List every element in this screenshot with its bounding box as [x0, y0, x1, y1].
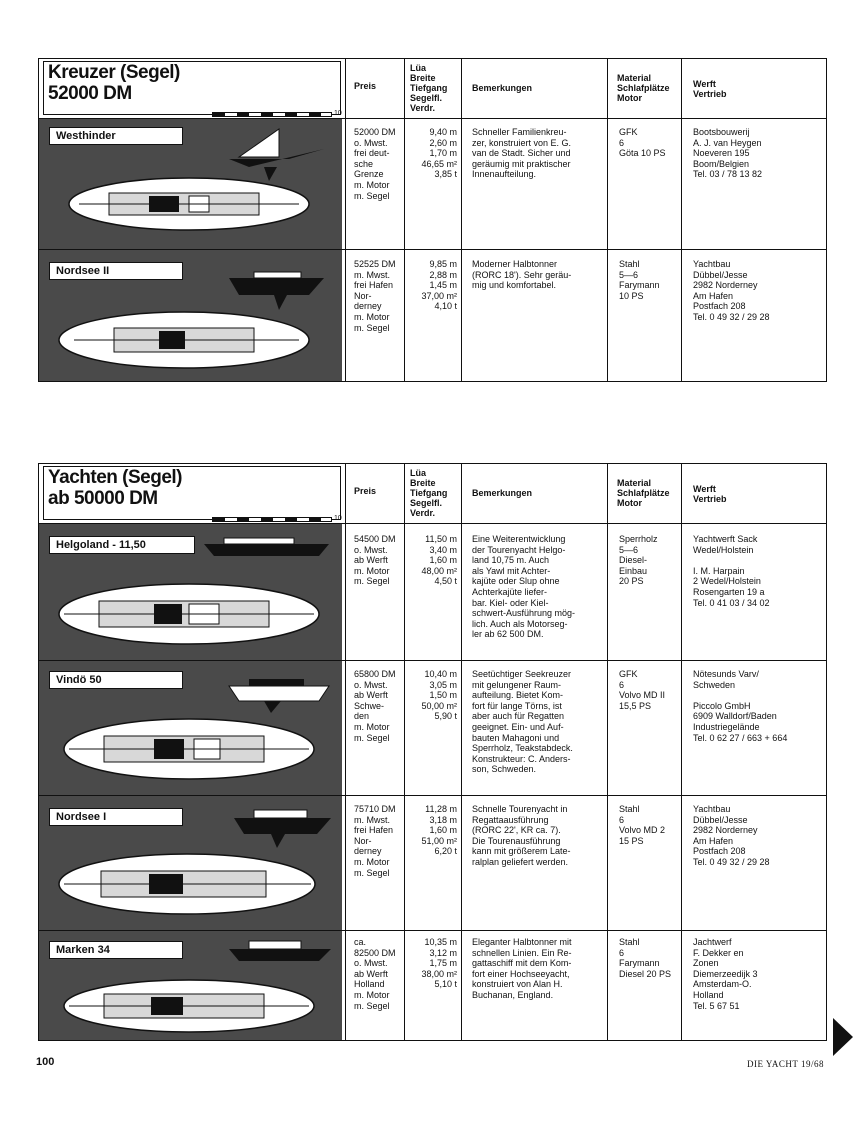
- header-material: Material Schlafplätze Motor: [617, 478, 670, 508]
- boat-preis: 52000 DM o. Mwst. frei deut- sche Grenze m. Motor m. Segel: [354, 127, 396, 201]
- boat-image-westhinder: [39, 119, 342, 249]
- boat-material: Sperrholz 5—6 Diesel- Einbau 20 PS: [619, 534, 658, 587]
- header-dims: Lüa Breite Tiefgang Segelfl. Verdr.: [410, 63, 448, 113]
- header-bemerkungen: Bemerkungen: [472, 83, 533, 93]
- boat-werft: Yachtbau Dübbel/Jesse 2982 Norderney Am Hafen Postfach 208 Tel. 0 49 32 / 29 28: [693, 259, 770, 322]
- boat-material: Stahl 5—6 Farymann 10 PS: [619, 259, 660, 301]
- boat-dims: 9,85 m 2,88 m 1,45 m 37,00 m² 4,10 t: [421, 259, 457, 312]
- boat-dims: 10,40 m 3,05 m 1,50 m 50,00 m² 5,90 t: [421, 669, 457, 722]
- boat-preis: 52525 DM m. Mwst. frei Hafen Nor- derney m. Motor m. Segel: [354, 259, 396, 333]
- boat-bemerkungen: Schnelle Tourenyacht in Regattaausführung (RORC 22', KR ca. 7). Die Tourenausführung kann mit größerem Late- ralplan geliefert werden.: [472, 804, 571, 867]
- boat-preis: 75710 DM m. Mwst. frei Hafen Nor- derney m. Motor m. Segel: [354, 804, 396, 878]
- header-preis: Preis: [354, 486, 377, 496]
- boat-image-nordsee-ii: [39, 250, 342, 381]
- boat-dims: 11,28 m 3,18 m 1,60 m 51,00 m² 6,20 t: [421, 804, 457, 857]
- section-title: Yachten (Segel) ab 50000 DM: [48, 467, 182, 509]
- boat-name-label: Vindö 50: [49, 671, 183, 689]
- scale-label: 10: [334, 110, 342, 117]
- scale-ruler: [212, 112, 332, 117]
- boat-dims: 9,40 m 2,60 m 1,70 m 46,65 m² 3,85 t: [421, 127, 457, 180]
- boat-preis: ca. 82500 DM o. Mwst. ab Werft Holland m. Motor m. Segel: [354, 937, 396, 1011]
- boat-werft: Yachtbau Dübbel/Jesse 2982 Norderney Am Hafen Postfach 208 Tel. 0 49 32 / 29 28: [693, 804, 770, 867]
- boat-bemerkungen: Schneller Familienkreu- zer, konstruiert von E. G. van de Stadt. Sicher und geräumig mit praktischer Innenaufteilung.: [472, 127, 572, 180]
- publication-footer: DIE YACHT 19/68: [747, 1059, 824, 1069]
- boat-dims: 11,50 m 3,40 m 1,60 m 48,00 m² 4,50 t: [421, 534, 457, 587]
- section-kreuzer-table: [38, 58, 827, 382]
- section-title-box: [43, 61, 341, 115]
- boat-preis: 65800 DM o. Mwst. ab Werft Schwe- den m. Motor m. Segel: [354, 669, 396, 743]
- header-preis: Preis: [354, 81, 377, 91]
- boat-name-label: Marken 34: [49, 941, 183, 959]
- section-title-box: [43, 466, 341, 520]
- boat-werft: Bootsbouwerij A. J. van Heygen Noeveren 195 Boom/Belgien Tel. 03 / 78 13 82: [693, 127, 763, 180]
- header-werft: Werft Vertrieb: [693, 79, 727, 99]
- page-number: 100: [36, 1056, 55, 1068]
- header-bemerkungen: Bemerkungen: [472, 488, 533, 498]
- boat-image-helgoland: [39, 524, 342, 660]
- header-werft: Werft Vertrieb: [693, 484, 727, 504]
- boat-bemerkungen: Seetüchtiger Seekreuzer mit gelungener Raum- aufteilung. Bietet Kom- fort für lange Törns, ist aber auch für Regatten geeignet. Ein- und Auf- bauten Mahagoni und Sperrholz, Teakstabdeck. Konstrukteur: C. Anders- son, Schweden.: [472, 669, 573, 775]
- section-title: Kreuzer (Segel) 52000 DM: [48, 62, 180, 104]
- boat-material: GFK 6 Göta 10 PS: [619, 127, 666, 159]
- boat-image-nordsee-i: [39, 796, 342, 930]
- boat-material: Stahl 6 Farymann Diesel 20 PS: [619, 937, 672, 979]
- boat-bemerkungen: Eine Weiterentwicklung der Tourenyacht Helgo- land 10,75 m. Auch als Yawl mit Achter- kajüte oder Slup ohne Achterkajüte liefer- bar. Kiel- oder Kiel- schwert-Ausführung mög- lich. Auch als Motorseg- ler ab 62 500 DM.: [472, 534, 576, 640]
- boat-werft: Yachtwerft Sack Wedel/Holstein I. M. Harpain 2 Wedel/Holstein Rosengarten 19 a Tel. 0 41 03 / 34 02: [693, 534, 770, 608]
- boat-material: Stahl 6 Volvo MD 2 15 PS: [619, 804, 666, 846]
- boat-material: GFK 6 Volvo MD II 15,5 PS: [619, 669, 666, 711]
- boat-name-label: Westhinder: [49, 127, 183, 145]
- boat-name-label: Nordsee I: [49, 808, 183, 826]
- triangle-right-icon[interactable]: [833, 1018, 853, 1061]
- boat-image-marken-34: [39, 931, 342, 1040]
- scale-label: 10: [334, 515, 342, 522]
- boat-werft: Nötesunds Varv/ Schweden Piccolo GmbH 6909 Walldorf/Baden Industriegelände Tel. 0 62 27 / 663 + 664: [693, 669, 788, 743]
- section-yachten-table: [38, 463, 827, 1041]
- boat-werft: Jachtwerf F. Dekker en Zonen Diemerzeedijk 3 Amsterdam-O. Holland Tel. 5 67 51: [693, 937, 758, 1011]
- boat-preis: 54500 DM o. Mwst. ab Werft m. Motor m. Segel: [354, 534, 396, 587]
- header-material: Material Schlafplätze Motor: [617, 73, 670, 103]
- boat-name-label: Helgoland - 11,50: [49, 536, 195, 554]
- boat-name-label: Nordsee II: [49, 262, 183, 280]
- boat-bemerkungen: Eleganter Halbtonner mit schnellen Linien. Ein Re- gattaschiff mit dem Kom- fort einer Hochseeyacht, konstruiert von Alan H. Buchanan, England.: [472, 937, 572, 1000]
- boat-image-vindo-50: [39, 661, 342, 795]
- boat-bemerkungen: Moderner Halbtonner (RORC 18'). Sehr geräu- mig und komfortabel.: [472, 259, 572, 291]
- boat-dims: 10,35 m 3,12 m 1,75 m 38,00 m² 5,10 t: [421, 937, 457, 990]
- header-dims: Lüa Breite Tiefgang Segelfl. Verdr.: [410, 468, 448, 518]
- scale-ruler: [212, 517, 332, 522]
